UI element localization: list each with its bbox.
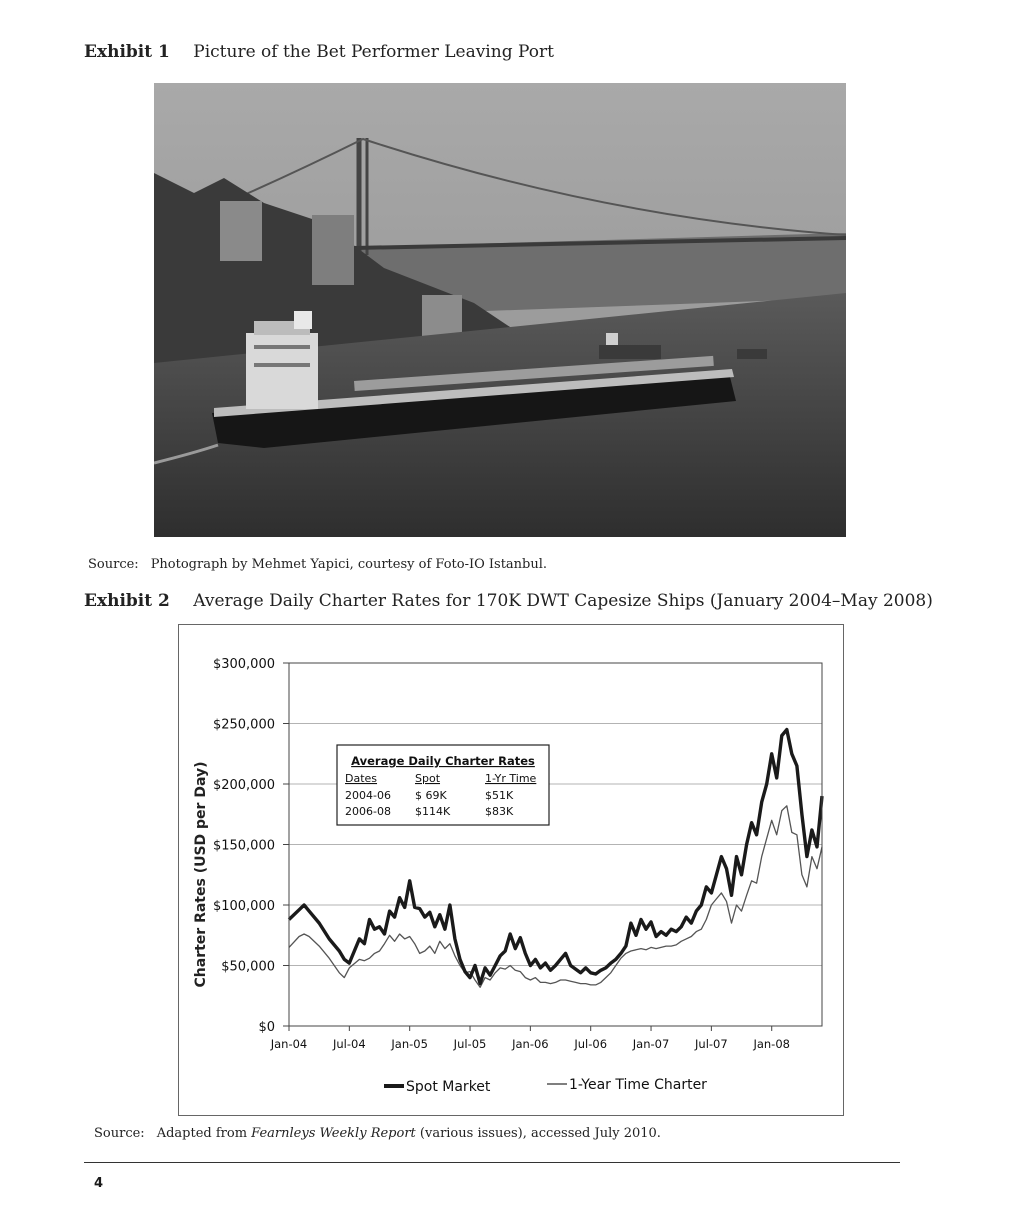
charter-rate-chart	[178, 624, 844, 1116]
x-tick-label: Jan-06	[512, 1037, 549, 1051]
inset-row1-dates: 2004-06	[345, 789, 391, 802]
legend-label-timecharter: 1-Year Time Charter	[569, 1077, 707, 1093]
legend-label-spot: Spot Market	[406, 1079, 491, 1095]
exhibit2-number: Exhibit 2	[84, 591, 170, 611]
y-tick-label: $300,000	[212, 657, 275, 672]
series-line-time-charter	[289, 806, 822, 988]
y-tick-label: $0	[258, 1020, 275, 1035]
chart-canvas	[179, 625, 843, 1115]
exhibit2-source-prefix: Adapted from	[156, 1126, 252, 1141]
x-tick-label: Jul-04	[333, 1037, 366, 1051]
inset-row2-spot: $114K	[415, 805, 451, 818]
x-tick-label: Jan-07	[632, 1037, 670, 1051]
y-tick-label: $250,000	[212, 717, 275, 733]
x-tick-label: Jan-08	[753, 1037, 790, 1051]
y-tick-label: $150,000	[212, 838, 275, 854]
exhibit2-source-label: Source:	[94, 1126, 145, 1141]
exhibit2-source	[94, 1126, 661, 1141]
inset-row2-dates: 2006-08	[345, 805, 391, 818]
inset-header-dates: Dates	[345, 772, 378, 785]
chart-legend	[384, 1077, 707, 1095]
exhibit1-title: Picture of the Bet Performer Leaving Port	[193, 42, 554, 62]
y-tick-label: $50,000	[221, 959, 275, 975]
inset-row2-time: $83K	[485, 805, 514, 818]
exhibit2-heading	[84, 591, 933, 611]
exhibit2-source-suffix: (various issues), accessed July 2010.	[415, 1126, 661, 1141]
exhibit1-source-text: Photograph by Mehmet Yapici, courtesy of Foto-IO Istanbul.	[150, 557, 548, 572]
exhibit2-source-publication: Fearnleys Weekly Report	[251, 1126, 416, 1141]
inset-table	[337, 745, 549, 825]
exhibit1-source	[88, 557, 547, 572]
footer-rule	[84, 1162, 900, 1163]
inset-row1-spot: $ 69K	[415, 789, 447, 802]
x-tick-label: Jan-04	[270, 1037, 308, 1051]
exhibit1-number: Exhibit 1	[84, 42, 170, 62]
inset-row1-time: $51K	[485, 789, 514, 802]
y-tick-label: $100,000	[212, 899, 275, 914]
x-tick-label: Jul-06	[574, 1037, 608, 1051]
exhibit2-title: Average Daily Charter Rates for 170K DWT Capesize Ships (January 2004–May 2008)	[193, 591, 933, 611]
inset-header-time: 1-Yr Time	[485, 772, 537, 785]
page-number: 4	[94, 1176, 104, 1191]
exhibit1-source-label: Source:	[88, 557, 139, 572]
inset-header-spot: Spot	[415, 772, 441, 785]
x-tick-label: Jul-05	[453, 1037, 487, 1051]
y-tick-label: $200,000	[212, 778, 275, 793]
exhibit1-heading	[84, 42, 554, 62]
x-tick-label: Jul-07	[695, 1037, 728, 1051]
x-tick-label: Jan-05	[391, 1037, 428, 1051]
inset-table-title: Average Daily Charter Rates	[351, 754, 535, 768]
ship-photograph	[154, 83, 846, 537]
y-axis-label: Charter Rates (USD per Day)	[193, 761, 209, 988]
